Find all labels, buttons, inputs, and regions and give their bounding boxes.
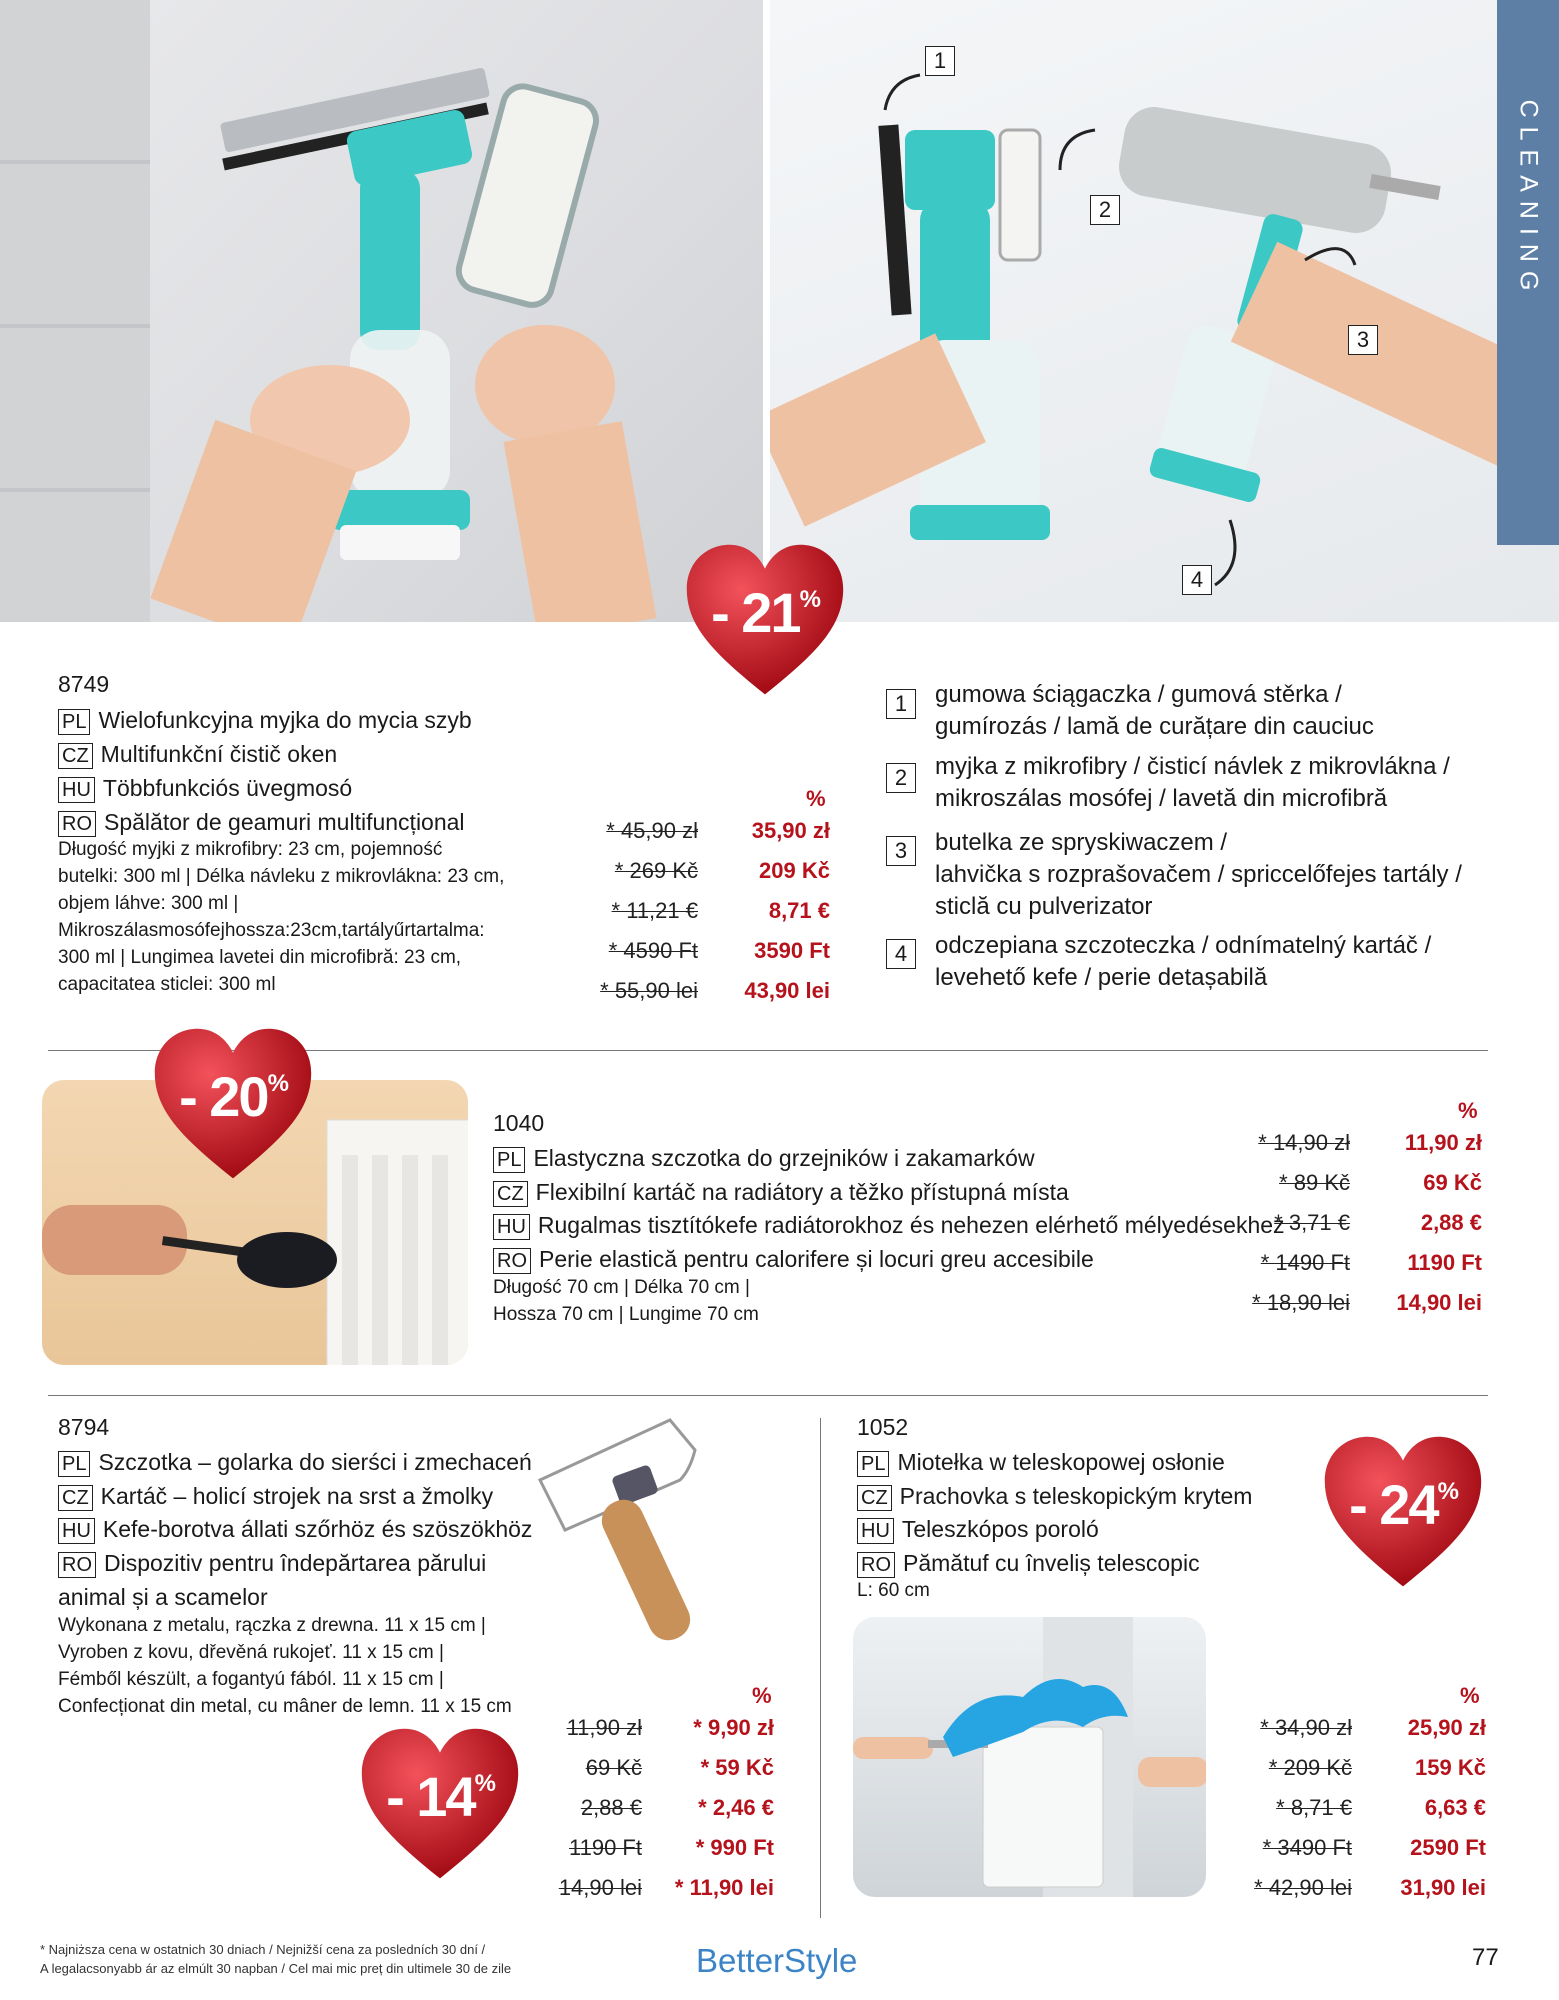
product-description [493,1274,993,1328]
new-prices [650,1708,774,1908]
product-name: Wielofunkcyjna myjka do mycia szyb [98,707,472,733]
old-price: * 45,90 zł [606,818,698,843]
new-price: 14,90 lei [1396,1290,1482,1315]
feature-number: 3 [886,836,916,866]
old-price: 14,90 lei [558,1875,642,1900]
new-price: 11,90 zł [1404,1130,1482,1155]
old-price: * 8,71 € [1276,1795,1352,1820]
new-price: 2,88 € [1420,1210,1482,1235]
old-price: * 89 Kč [1279,1170,1350,1195]
name-hu [857,1512,1099,1546]
old-price: 1190 Ft [569,1835,642,1860]
category-tab-label: CLEANING [1514,99,1543,300]
old-prices [530,1708,642,1908]
old-price: * 209 Kč [1268,1755,1352,1780]
old-prices [1220,1123,1350,1323]
discount-heart-1052 [1318,1430,1488,1600]
name-pl [493,1141,1035,1175]
lang-badge: CZ [857,1485,892,1511]
lang-badge: PL [58,1451,90,1477]
product-name: Prachovka s teleskopickým krytem [899,1483,1253,1509]
discount-heart-1040 [148,1022,318,1192]
new-price: 8,71 € [768,898,830,923]
description-line: Fémből készült, a fogantyú fából. 11 x 15 cm | [58,1669,444,1690]
feature-line: sticlă cu pulverizator [935,893,1153,920]
feature-text [935,679,1535,743]
feature-number: 1 [886,689,916,719]
old-price: * 34,90 zł [1260,1715,1352,1740]
old-price: * 269 Kč [614,858,698,883]
old-price: * 3490 Ft [1262,1835,1352,1860]
discount-value: - 24% [1349,1473,1457,1536]
lang-badge: HU [58,777,95,803]
description-line: L: 60 cm [857,1580,930,1601]
name-ro [58,1546,486,1580]
discount-value: - 20% [179,1065,287,1128]
product-name: Többfunkciós üvegmosó [102,775,353,801]
name-hu [493,1208,1285,1242]
product-code: 8749 [58,671,110,697]
description-line: butelki: 300 ml | Délka návleku z mikrovlákna: 23 cm, [58,866,505,887]
feature-text [935,751,1535,815]
new-price: * 59 Kč [700,1755,774,1780]
new-price: 69 Kč [1423,1170,1482,1195]
old-price: 11,90 zł [566,1715,642,1740]
old-price: * 11,21 € [611,898,698,923]
old-price: 2,88 € [580,1795,642,1820]
callout-3: 3 [1348,325,1378,355]
product-name: Flexibilní kartáč na radiátory a těžko přístupná místa [535,1179,1069,1205]
percent-symbol: % [752,1683,772,1708]
feature-line: lahvička s rozprašovačem / spriccelőfejes tartály / [935,861,1462,888]
product-name: Elastyczna szczotka do grzejników i zakamarków [533,1145,1035,1171]
new-price: * 11,90 lei [674,1875,774,1900]
footnote-line: A legalacsonyabb ár az elmúlt 30 napban / Cel mai mic preț din ultimele 30 de zile [40,1961,512,1976]
name-ro [857,1546,1200,1580]
name-ro-continuation: animal și a scamelor [58,1584,268,1610]
old-price: * 42,90 lei [1254,1875,1352,1900]
window-cleaner-illustration [0,0,763,622]
product-photo-duster [853,1617,1206,1897]
product-code: 1052 [857,1414,909,1440]
product-photo-window-cleaner-2 [770,0,1559,622]
product-name: Teleszkópos poroló [901,1516,1099,1542]
old-price: 69 Kč [585,1755,642,1780]
old-price: * 14,90 zł [1258,1130,1350,1155]
new-prices [1360,1123,1482,1323]
description-line: Vyroben z kovu, dřevěná rukojeť. 11 x 15 cm | [58,1642,444,1663]
new-price: 6,63 € [1424,1795,1486,1820]
lang-badge: RO [493,1248,531,1274]
lowest-price-footnote [40,1940,600,1978]
callout-1: 1 [925,46,955,76]
description-line: Długość myjki z mikrofibry: 23 cm, pojemność [58,839,443,860]
footnote-line: * Najniższa cena w ostatnich 30 dniach / Nejnižší cena za posledních 30 dní / [40,1942,486,1957]
feature-text [935,827,1535,923]
product-description [58,836,578,998]
percent-symbol: % [1460,1683,1480,1708]
pet-hair-remover-illustration [520,1410,750,1670]
lang-badge: RO [58,1552,96,1578]
old-price: * 55,90 lei [600,978,698,1003]
product-name: Miotełka w teleskopowej osłonie [897,1449,1225,1475]
name-pl [58,1445,532,1479]
discount-heart-8794 [355,1722,525,1892]
name-hu [58,1512,532,1546]
name-cz [493,1175,1069,1209]
lang-badge: CZ [58,743,93,769]
page-number: 77 [1472,1944,1499,1971]
description-line: Confecționat din metal, cu mâner de lemn. 11 x 15 cm [58,1696,512,1717]
lang-badge: RO [857,1552,895,1578]
old-price: * 3,71 € [1274,1210,1350,1235]
lang-badge: RO [58,811,96,837]
product-code: 8794 [58,1414,110,1440]
product-description [58,1612,538,1720]
product-name: Szczotka – golarka do sierści i zmechaceń [98,1449,532,1475]
column-divider [820,1418,821,1918]
old-price: * 4590 Ft [608,938,698,963]
lang-badge: HU [857,1518,894,1544]
product-name: Perie elastică pentru calorifere și locuri greu accesibile [539,1246,1094,1272]
lang-badge: PL [857,1451,889,1477]
feature-number: 2 [886,763,916,793]
name-ro [493,1242,1094,1276]
new-price: 209 Kč [759,858,830,883]
lang-badge: PL [493,1147,525,1173]
description-line: Wykonana z metalu, rączka z drewna. 11 x 15 cm | [58,1615,486,1636]
name-pl [857,1445,1225,1479]
category-tab [1497,0,1559,545]
percent-symbol: % [806,786,826,811]
product-name: Kartáč – holicí strojek na srst a žmolky [100,1483,494,1509]
feature-line: gumírozás / lamă de curățare din cauciuc [935,713,1374,740]
discount-heart-8749 [680,538,850,708]
new-price: * 2,46 € [698,1795,774,1820]
description-line: Długość 70 cm | Délka 70 cm | [493,1277,750,1298]
brand-logo: BetterStyle [696,1942,858,1979]
new-price: 43,90 lei [744,978,830,1003]
callout-2: 2 [1090,195,1120,225]
lang-badge: HU [493,1214,530,1240]
lang-badge: HU [58,1518,95,1544]
product-name: Pămătuf cu înveliș telescopic [903,1550,1200,1576]
divider [48,1395,1488,1396]
name-cz [857,1479,1252,1513]
product-code: 1040 [493,1110,545,1136]
product-description [857,1577,1057,1604]
product-name: Multifunkční čistič oken [100,741,338,767]
new-price: 2590 Ft [1410,1835,1486,1860]
product-name: Spălător de geamuri multifuncțional [104,809,465,835]
feature-line: levehető kefe / perie detașabilă [935,964,1268,991]
feature-line: butelka ze spryskiwaczem / [935,829,1228,856]
feature-line: odczepiana szczoteczka / odnímatelný kartáč / [935,932,1432,959]
description-line: Mikroszálasmosófejhossza:23cm,tartályűrtartalma: [58,920,485,941]
discount-value: - 21% [711,581,819,644]
description-line: Hossza 70 cm | Lungime 70 cm [493,1304,759,1325]
callout-4: 4 [1182,565,1212,595]
new-price: 25,90 zł [1407,1715,1486,1740]
old-price: * 1490 Ft [1260,1250,1350,1275]
lang-badge: CZ [493,1181,528,1207]
old-price: * 18,90 lei [1252,1290,1350,1315]
name-cz [58,737,337,771]
name-hu [58,771,352,805]
new-price: 159 Kč [1415,1755,1486,1780]
new-price: * 9,90 zł [693,1715,774,1740]
new-prices [1360,1708,1486,1908]
product-name: Rugalmas tisztítókefe radiátorokhoz és nehezen elérhető mélyedésekhez [537,1212,1285,1238]
product-name: Kefe-borotva állati szőrhöz és szöszökhöz [102,1516,533,1542]
new-price: 35,90 zł [751,818,830,843]
feature-text [935,930,1535,994]
name-ro [58,805,465,839]
feature-line: gumowa ściągaczka / gumová stěrka / [935,681,1342,708]
new-prices [710,811,830,1011]
description-line: objem láhve: 300 ml | [58,893,239,914]
discount-value: - 14% [386,1765,494,1828]
new-price: 3590 Ft [754,938,830,963]
old-prices [1220,1708,1352,1908]
product-photo-window-cleaner-1 [0,0,763,622]
new-price: 31,90 lei [1400,1875,1486,1900]
feature-line: mikroszálas mosófej / lavetă din microfibră [935,785,1388,812]
duster-illustration [853,1617,1206,1897]
lang-badge: CZ [58,1485,93,1511]
feature-number: 4 [886,939,916,969]
feature-line: myjka z mikrofibry / čisticí návlek z mikrovlákna / [935,753,1450,780]
new-price: 1190 Ft [1407,1250,1482,1275]
new-price: * 990 Ft [695,1835,774,1860]
description-line: capacitatea sticlei: 300 ml [58,974,276,995]
name-pl [58,703,472,737]
description-line: 300 ml | Lungimea lavetei din microfibră: 23 cm, [58,947,462,968]
old-prices [570,811,698,1011]
window-cleaner-parts-illustration [770,0,1559,622]
lang-badge: PL [58,709,90,735]
name-cz [58,1479,493,1513]
product-name: Dispozitiv pentru îndepărtarea părului [104,1550,487,1576]
percent-symbol: % [1458,1098,1478,1123]
